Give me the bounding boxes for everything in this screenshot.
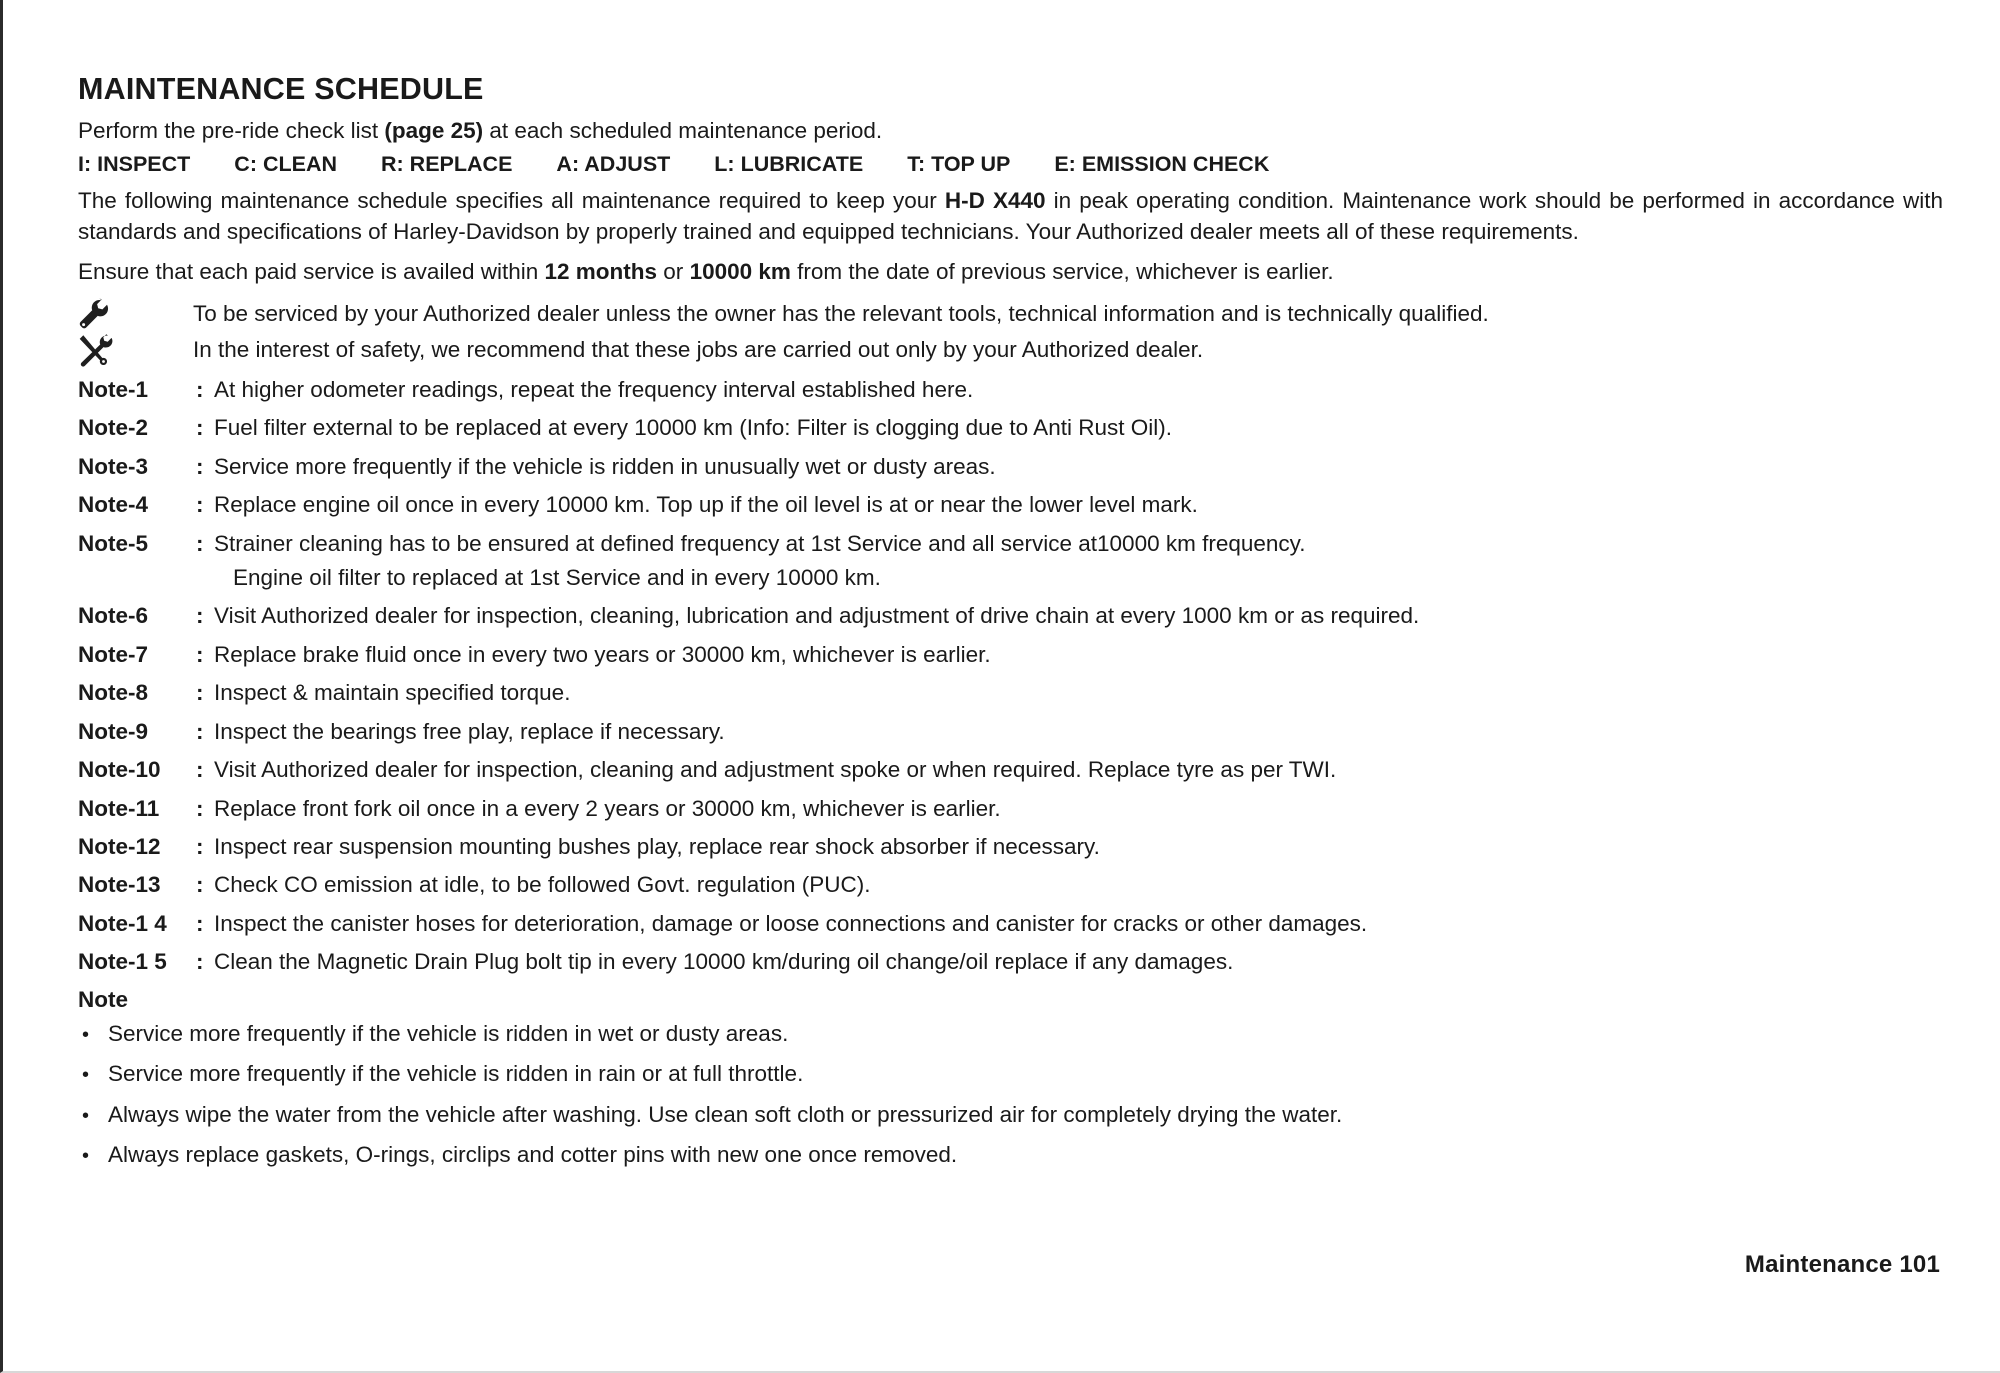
list-item-text: Always wipe the water from the vehicle after washing. Use clean soft cloth or pressurized air for completely drying the water. bbox=[108, 1101, 1343, 1127]
note-row bbox=[78, 640, 1943, 670]
dealer-service-row bbox=[78, 296, 1943, 330]
dealer-service-text: To be serviced by your Authorized dealer unless the owner has the relevant tools, technical information and is technically qualified. bbox=[193, 300, 1489, 326]
note-label: Note-13 bbox=[78, 872, 161, 898]
safety-service-text: In the interest of safety, we recommend that these jobs are carried out only by your Authorized dealer. bbox=[193, 336, 1204, 362]
list-item bbox=[78, 1100, 1943, 1129]
note-label: Note-1 5 bbox=[78, 949, 167, 975]
note-text: At higher odometer readings, repeat the frequency interval established here. bbox=[214, 376, 974, 402]
note-text: Replace brake fluid once in every two years or 30000 km, whichever is earlier. bbox=[214, 641, 991, 667]
note-text: Strainer cleaning has to be ensured at defined frequency at 1st Service and all service at10000 km frequency. bbox=[214, 530, 1306, 556]
note-text: Visit Authorized dealer for inspection, cleaning, lubrication and adjustment of drive chain at every 1000 km or as required. bbox=[214, 603, 1420, 629]
note-colon: : bbox=[196, 415, 204, 441]
note-row bbox=[78, 452, 1943, 482]
note-colon: : bbox=[196, 872, 204, 898]
note-row bbox=[78, 601, 1943, 631]
note-text: Replace engine oil once in every 10000 km. Top up if the oil level is at or near the lower level mark. bbox=[214, 492, 1198, 518]
note-text: Inspect rear suspension mounting bushes play, replace rear shock absorber if necessary. bbox=[214, 833, 1100, 859]
note-text: Clean the Magnetic Drain Plug bolt tip in every 10000 km/during oil change/oil replace if any damages. bbox=[214, 949, 1234, 975]
legend-lubricate: L: LUBRICATE bbox=[714, 152, 864, 177]
note-label: Note-5 bbox=[78, 530, 149, 556]
page-content bbox=[78, 72, 1943, 1180]
page-reference: (page 25) bbox=[384, 118, 484, 143]
list-item bbox=[78, 1059, 1943, 1088]
safety-service-row bbox=[78, 332, 1943, 368]
legend-replace: R: REPLACE bbox=[381, 152, 513, 177]
note-text: Replace front fork oil once in a every 2 years or 30000 km, whichever is earlier. bbox=[214, 795, 1001, 821]
note-row bbox=[78, 794, 1943, 824]
bullet-icon: • bbox=[82, 1024, 90, 1047]
list-item bbox=[78, 1019, 1943, 1048]
note-label: Note-8 bbox=[78, 680, 149, 706]
ensure-part3: from the date of previous service, whichever is earlier. bbox=[790, 259, 1334, 285]
note-row bbox=[78, 755, 1943, 785]
note-colon: : bbox=[196, 603, 204, 629]
paid-service-line bbox=[78, 257, 1943, 288]
note-colon: : bbox=[196, 910, 204, 936]
note-colon: : bbox=[196, 641, 204, 667]
note-text: Inspect the canister hoses for deterioration, damage or loose connections and canister for cracks or other damages. bbox=[214, 910, 1368, 936]
note-row bbox=[78, 870, 1943, 900]
list-item bbox=[78, 1140, 1943, 1169]
page-title: MAINTENANCE SCHEDULE bbox=[78, 72, 484, 106]
note-label: Note-11 bbox=[78, 795, 160, 821]
note-label: Note-2 bbox=[78, 415, 149, 441]
note-label: Note-1 4 bbox=[78, 910, 167, 936]
note-row bbox=[78, 717, 1943, 747]
note-label: Note-3 bbox=[78, 453, 149, 479]
note-section-heading: Note bbox=[78, 987, 128, 1013]
note-row bbox=[78, 678, 1943, 708]
note-colon: : bbox=[196, 949, 204, 975]
legend-abbreviations bbox=[78, 152, 1943, 177]
intro-part1: The following maintenance schedule specifies all maintenance required to keep your bbox=[78, 188, 945, 214]
crossed-tools-icon bbox=[78, 332, 193, 368]
notes-list bbox=[78, 375, 1943, 977]
note-text: Check CO emission at idle, to be followed Govt. regulation (PUC). bbox=[214, 872, 871, 898]
note-label: Note-9 bbox=[78, 718, 149, 744]
note-colon: : bbox=[196, 376, 204, 402]
note-label: Note-10 bbox=[78, 757, 161, 783]
note-label: Note-7 bbox=[78, 641, 149, 667]
note-label: Note-1 bbox=[78, 376, 149, 402]
model-name: H-D X440 bbox=[944, 188, 1046, 214]
general-notes-list bbox=[78, 1019, 1943, 1169]
bullet-icon: • bbox=[82, 1104, 90, 1127]
note-label: Note-6 bbox=[78, 603, 149, 629]
note-text: Inspect the bearings free play, replace if necessary. bbox=[214, 718, 725, 744]
legend-inspect: I: INSPECT bbox=[78, 152, 191, 177]
pre-ride-check-line bbox=[78, 116, 1943, 146]
note-colon: : bbox=[196, 795, 204, 821]
list-item-text: Always replace gaskets, O-rings, circlips and cotter pins with new one once removed. bbox=[108, 1141, 958, 1167]
ensure-distance: 10000 km bbox=[689, 259, 791, 285]
note-text: Visit Authorized dealer for inspection, cleaning and adjustment spoke or when required. Replace tyre as per TWI. bbox=[214, 757, 1337, 783]
intro-paragraph bbox=[78, 186, 1943, 247]
note-row bbox=[78, 832, 1943, 862]
ensure-part1: Ensure that each paid service is availed within bbox=[78, 259, 545, 285]
note-row bbox=[78, 413, 1943, 443]
legend-emission-check: E: EMISSION CHECK bbox=[1054, 152, 1270, 177]
note-text: Fuel filter external to be replaced at every 10000 km (Info: Filter is clogging due to Anti Rust Oil). bbox=[214, 415, 1172, 441]
note-text: Service more frequently if the vehicle is ridden in unusually wet or dusty areas. bbox=[214, 453, 996, 479]
note-label: Note-4 bbox=[78, 492, 149, 518]
note-colon: : bbox=[196, 530, 204, 556]
note-text: Inspect & maintain specified torque. bbox=[214, 680, 571, 706]
ensure-part2: or bbox=[657, 259, 690, 285]
list-item-text: Service more frequently if the vehicle is ridden in wet or dusty areas. bbox=[108, 1021, 789, 1047]
ensure-months: 12 months bbox=[544, 259, 658, 285]
lead-suffix: at each scheduled maintenance period. bbox=[483, 118, 883, 143]
list-item-text: Service more frequently if the vehicle is ridden in rain or at full throttle. bbox=[108, 1061, 804, 1087]
note-label: Note-12 bbox=[78, 833, 161, 859]
wrench-icon bbox=[78, 296, 193, 330]
note-colon: : bbox=[196, 680, 204, 706]
note-colon: : bbox=[196, 718, 204, 744]
note-colon: : bbox=[196, 492, 204, 518]
bullet-icon: • bbox=[82, 1064, 90, 1087]
note-row bbox=[78, 909, 1943, 939]
intro-part2: in peak operating condition. Maintenance work should be performed in accordance with standards and specifications of Harley-Davidson by properly trained and equipped technicians. Your Authorized dealer meets all of these requirements. bbox=[78, 188, 1943, 244]
legend-adjust: A: ADJUST bbox=[556, 152, 671, 177]
note-row bbox=[78, 375, 1943, 405]
lead-prefix: Perform the pre-ride check list bbox=[78, 118, 385, 143]
note-continuation: Engine oil filter to replaced at 1st Service and in every 10000 km. bbox=[233, 565, 881, 591]
bullet-icon: • bbox=[82, 1144, 90, 1167]
note-colon: : bbox=[196, 757, 204, 783]
note-colon: : bbox=[196, 833, 204, 859]
note-row bbox=[78, 490, 1943, 520]
legend-clean: C: CLEAN bbox=[234, 152, 338, 177]
note-row bbox=[78, 529, 1943, 559]
note-row bbox=[78, 947, 1943, 977]
note-colon: : bbox=[196, 453, 204, 479]
page-footer: Maintenance 101 bbox=[1744, 1251, 1940, 1278]
legend-top-up: T: TOP UP bbox=[907, 152, 1011, 177]
